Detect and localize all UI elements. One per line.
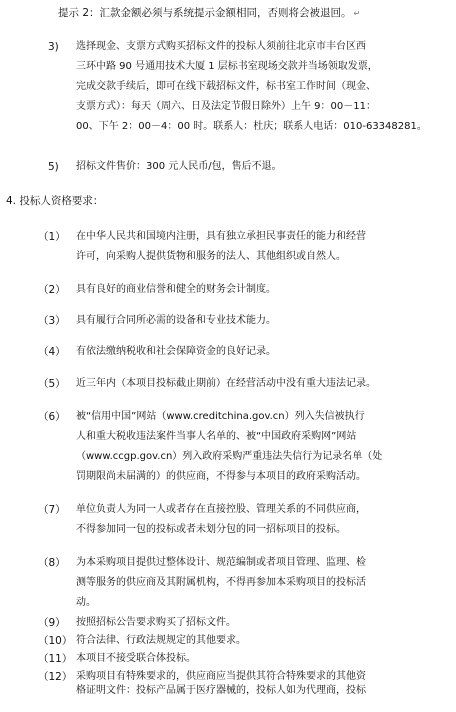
- req-9-index: （9）: [38, 617, 66, 629]
- item-3-index: 3): [48, 41, 59, 53]
- req-3-index: （3）: [38, 315, 66, 327]
- req-1-index: （1）: [38, 231, 66, 243]
- req-10-line-1: 符合法律、行政法规规定的其他要求。: [76, 635, 246, 646]
- item-3-line-3: 完成交款手续后，即可在线下载招标文件，标书室工作时间（现金、: [76, 81, 376, 92]
- req-3-line-1: 具有履行合同所必需的设备和专业技术能力。: [76, 315, 276, 326]
- paragraph-mark: ↵: [353, 9, 361, 18]
- req-5-line-1: 近三年内（本项目投标截止期前）在经营活动中没有重大违法记录。: [76, 378, 376, 389]
- req-12-line-1: 采购项目有特殊要求的，供应商应当提供其符合特殊要求的其他资: [76, 671, 366, 682]
- req-6-line-2: 人和重大税收违法案件当事人名单的、被“中国政府采购网”网站: [76, 431, 357, 442]
- req-6-line-1: 被“信用中国”网站（www.creditchina.gov.cn）列入失信被执行: [76, 411, 365, 422]
- req-8-index: （8）: [38, 557, 66, 569]
- req-5-index: （5）: [38, 378, 66, 390]
- req-1-line-1: 在中华人民共和国境内注册，具有独立承担民事责任的能力和经营: [76, 231, 366, 242]
- req-4-line-1: 有依法缴纳税收和社会保障资金的良好记录。: [76, 346, 276, 357]
- req-6-line-3: （www.ccgp.gov.cn）列入政府采购严重违法失信行为记录名单（处: [76, 451, 383, 462]
- req-8-line-2: 测等服务的供应商及其附属机构，不得再参加本采购项目的投标活: [76, 577, 366, 588]
- req-12-index: （12）: [38, 671, 73, 683]
- req-8-line-3: 动。: [76, 597, 96, 608]
- req-7-index: （7）: [38, 504, 66, 516]
- item-3-line-5: 00、下午 2：00－4：00 时。联系人：杜庆；联系人电话：010-63348281。: [76, 121, 427, 132]
- item-3-line-2: 三环中路 90 号通用技术大厦 1 层标书室现场交款并当场领取发票，: [76, 61, 378, 72]
- req-2-index: （2）: [38, 284, 66, 296]
- req-2-line-1: 具有良好的商业信誉和健全的财务会计制度。: [76, 284, 276, 295]
- req-1-line-2: 许可，向采购人提供货物和服务的法人、其他组织或自然人。: [76, 251, 346, 262]
- req-11-index: （11）: [38, 653, 73, 665]
- req-11-line-1: 本项目不接受联合体投标。: [76, 653, 196, 664]
- hint-2: [58, 6, 360, 21]
- req-9-line-1: 按照招标公告要求购买了招标文件。: [76, 617, 236, 628]
- req-7-line-2: 不得参加同一包的投标或者未划分包的同一招标项目的投标。: [76, 524, 346, 535]
- req-6-index: （6）: [38, 411, 66, 423]
- item-5-index: 5): [48, 161, 59, 173]
- req-7-line-1: 单位负责人为同一人或者存在直接控股、管理关系的不同供应商，: [76, 504, 366, 515]
- req-6-line-4: 罚期限尚未届满的）的供应商，不得参与本项目的政府采购活动。: [76, 471, 366, 482]
- item-5-text: 招标文件售价：300 元人民币/包，售后不退。: [76, 161, 282, 172]
- section-4-title: 4. 投标人资格要求：: [6, 195, 104, 207]
- req-8-line-1: 为本采购项目提供过整体设计、规范编制或者项目管理、监理、检: [76, 557, 366, 568]
- hint-2-text: 提示 2：汇款金额必须与系统提示金额相同，否则将会被退回。: [58, 7, 352, 19]
- item-3-line-4: 支票方式）：每天（周六、日及法定节假日除外）上午 9：00－11：: [76, 101, 376, 112]
- req-4-index: （4）: [38, 346, 66, 358]
- req-12-line-2: 格证明文件：投标产品属于医疗器械的，投标人如为代理商，投标: [76, 685, 366, 696]
- req-10-index: （10）: [38, 635, 73, 647]
- item-3-line-1: 选择现金、支票方式购买招标文件的投标人须前往北京市丰台区西: [76, 41, 366, 52]
